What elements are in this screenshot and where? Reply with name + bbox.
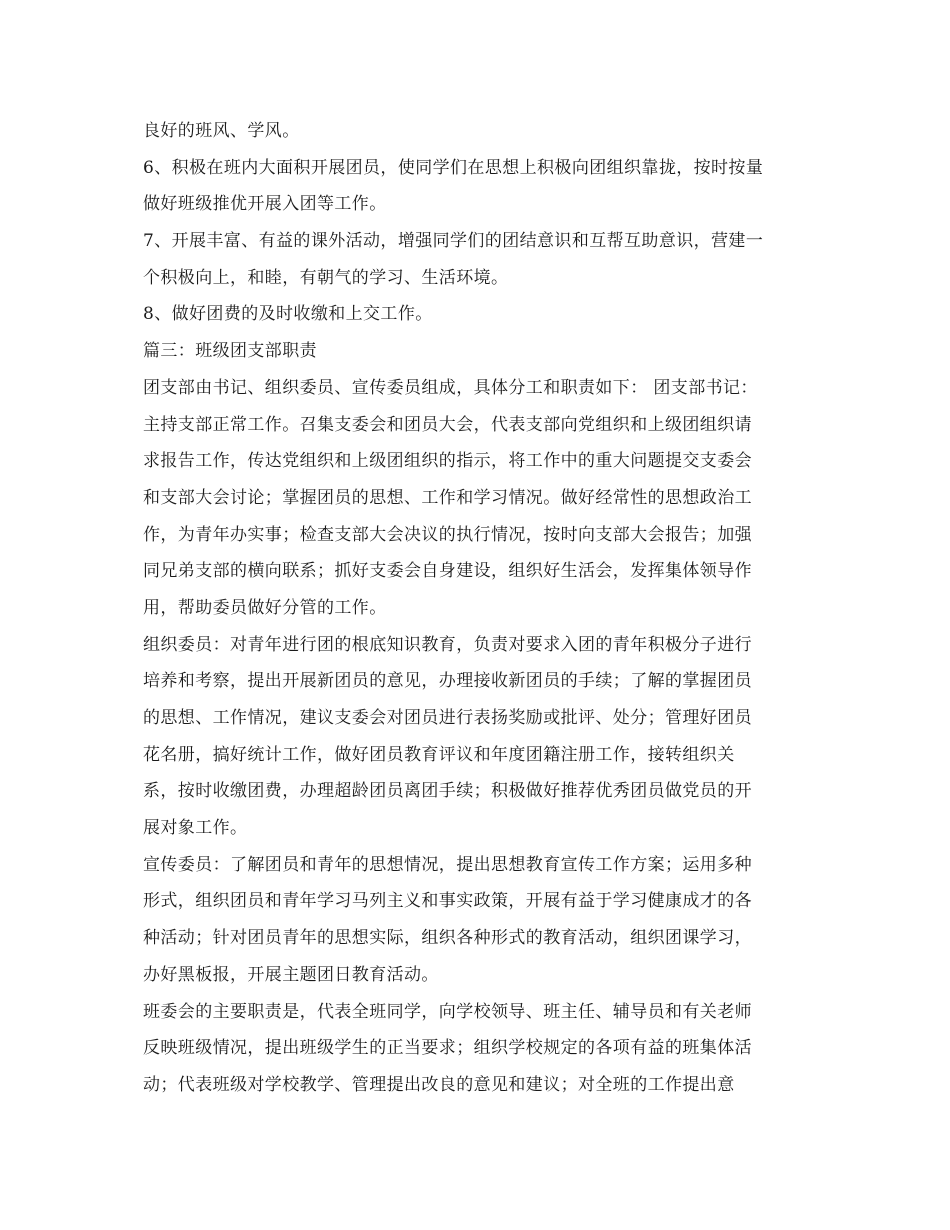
text-line: 种活动；针对团员青年的思想实际，组织各种形式的教育活动，组织团课学习， [143,928,752,949]
text-line: 反映班级情况，提出班级学生的正当要求；组织学校规定的各项有益的班集体活 [143,1038,752,1059]
text-line: 办好黑板报，开展主题团日教育活动。 [143,964,439,985]
text-line: 系，按时收缴团费，办理超龄团员离团手续；积极做好推荐优秀团员做党员的开 [143,781,752,802]
text-line: 和支部大会讨论；掌握团员的思想、工作和学习情况。做好经常性的思想政治工 [143,487,752,508]
document-body [143,113,811,1104]
text-line: 作，为青年办实事；检查支部大会决议的执行情况，按时向支部大会报告；加强 [143,524,752,545]
text-line: 主持支部正常工作。召集支委会和团员大会，代表支部向党组织和上级团组织请 [143,414,752,435]
text-line: 团支部由书记、组织委员、宣传委员组成，具体分工和职责如下： 团支部书记： [143,377,758,398]
text-line: 班委会的主要职责是，代表全班同学，向学校领导、班主任、辅导员和有关老师 [143,1001,752,1022]
text-line: 良好的班风、学风。 [143,121,300,141]
text-line: 形式，组织团员和青年学习马列主义和事实政策，开展有益于学习健康成才的各 [143,891,752,912]
text-line: 培养和考察，提出开展新团员的意见，办理接收新团员的手续；了解的掌握团员 [143,671,752,692]
text-line: 宣传委员：了解团员和青年的思想情况，提出思想教育宣传工作方案；运用多种 [143,854,752,875]
text-line: 的思想、工作情况，建议支委会对团员进行表扬奖励或批评、处分；管理好团员 [143,708,752,728]
text-line: 组织委员：对青年进行团的根底知识教育，负责对要求入团的青年积极分子进行 [143,634,752,655]
text-line: 做好班级推优开展入团等工作。 [143,194,387,215]
section-heading: 篇三：班级团支部职责 [143,341,317,362]
text-line: 8、做好团费的及时收缴和上交工作。 [143,304,433,325]
text-line: 展对象工作。 [143,818,248,839]
text-line: 个积极向上，和睦，有朝气的学习、生活环境。 [143,267,509,288]
text-line: 求报告工作，传达党组织和上级团组织的指示，将工作中的重大问题提交支委会 [143,451,752,472]
text-line: 同兄弟支部的横向联系；抓好支委会自身建设，组织好生活会，发挥集体领导作 [143,561,752,582]
text-line: 7、开展丰富、有益的课外活动，增强同学们的团结意识和互帮互助意识，营建一 [143,231,764,252]
text-line: 6、积极在班内大面积开展团员，使同学们在思想上积极向团组织靠拢，按时按量 [143,157,764,178]
text-line: 花名册，搞好统计工作，做好团员教育评议和年度团籍注册工作，接转组织关 [143,744,735,765]
text-line: 用，帮助委员做好分管的工作。 [143,597,387,618]
text-line: 动；代表班级对学校教学、管理提出改良的意见和建议；对全班的工作提出意 [143,1074,735,1095]
